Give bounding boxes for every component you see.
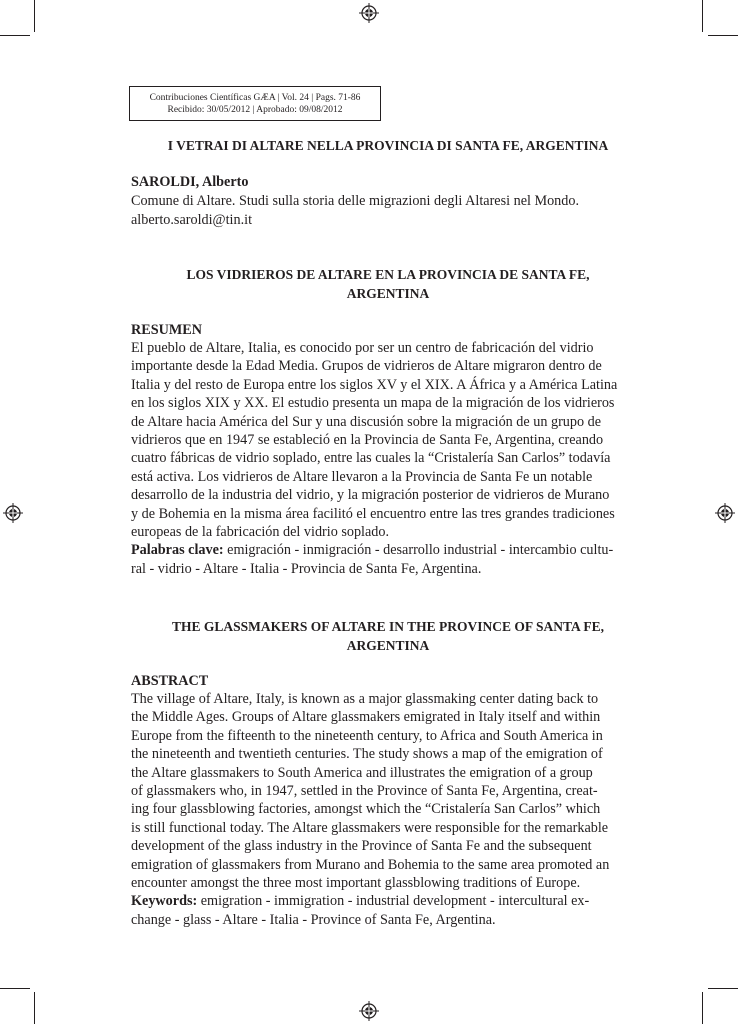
abstract-line: The village of Altare, Italy, is known as a major glassmaking center dating back to xyxy=(131,691,599,707)
paper-title-spanish-line1: LOS VIDRIEROS DE ALTARE EN LA PROVINCIA DE SANTA FE, xyxy=(186,267,590,282)
resumen-line: desarrollo de la industria del vidrio, y la migración posterior de vidrieros de Murano xyxy=(131,487,610,504)
abstract-line: ing four glassblowing factories, amongst which the “Cristalería San Carlos” which xyxy=(131,801,601,818)
crop-mark-top-left-v xyxy=(34,0,35,32)
resumen-line: cuatro fábricas de vidrio soplado, entre las cuales la “Cristalería San Carlos” todavía xyxy=(131,450,611,467)
author-email[interactable]: alberto.saroldi@tin.it xyxy=(131,212,253,228)
resumen-line: de Altare hacia América del Sur y una discusión sobre la migración de un grupo de xyxy=(131,413,602,430)
resumen-heading: RESUMEN xyxy=(131,322,202,338)
journal-reference: Contribuciones Científicas GÆA | Vol. 24 | Pags. 71-86 xyxy=(149,93,361,103)
abstract-line: is still functional today. The Altare glassmakers were responsible for the remarkable xyxy=(131,819,609,836)
registration-mark-icon xyxy=(3,503,23,523)
palabras-clave xyxy=(131,541,645,559)
crop-mark-bottom-right-h xyxy=(708,988,738,989)
resumen-line: Italia y del resto de Europa entre los siglos XV y el XIX. A África y a América Latina xyxy=(131,376,618,393)
paper-title-italian: I VETRAI DI ALTARE NELLA PROVINCIA DI SANTA FE, ARGENTINA xyxy=(167,138,609,153)
registration-mark-icon xyxy=(715,503,735,523)
resumen-line: está activa. Los vidrieros de Altare llevaron a la Provincia de Santa Fe un notable xyxy=(131,468,593,485)
crop-mark-bottom-right-v xyxy=(702,992,703,1024)
abstract-line: the nineteenth and twentieth centuries. The study shows a map of the emigration of xyxy=(131,746,603,763)
abstract-line: Europe from the fifteenth to the nineteenth century, to Africa and South America in xyxy=(131,727,603,744)
abstract-line: emigration of glassmakers from Murano and Bohemia to the same area promoted an xyxy=(131,856,610,873)
keywords-cont: change - glass - Altare - Italia - Province of Santa Fe, Argentina. xyxy=(131,911,496,928)
paper-title-english-line2: ARGENTINA xyxy=(346,638,430,653)
palabras-clave-label: Palabras clave: xyxy=(131,542,224,559)
resumen-line: importante desde la Edad Media. Grupos de vidrieros de Altare migraron dentro de xyxy=(131,358,602,375)
crop-mark-bottom-left-h xyxy=(0,988,30,989)
author-name: SAROLDI, Alberto xyxy=(131,174,249,190)
crop-mark-top-right-h xyxy=(708,35,738,36)
abstract-line: the Altare glassmakers to South America and illustrates the emigration of a group xyxy=(131,764,593,781)
crop-mark-bottom-left-v xyxy=(34,992,35,1024)
crop-mark-top-right-v xyxy=(702,0,703,32)
resumen-line: y de Bohemia en la misma área facilitó el encuentro entre las tres grandes tradiciones xyxy=(131,505,615,522)
abstract-line: of glassmakers who, in 1947, settled in the Province of Santa Fe, Argentina, creat- xyxy=(131,783,598,800)
abstract-line: encounter amongst the three most important glassblowing traditions of Europe. xyxy=(131,875,581,892)
journal-reference-box xyxy=(129,86,381,121)
crop-mark-top-left-h xyxy=(0,35,30,36)
keywords-label: Keywords: xyxy=(131,893,198,910)
abstract-body xyxy=(131,690,645,892)
registration-mark-icon xyxy=(359,1001,379,1021)
paper-title-english-line1: THE GLASSMAKERS OF ALTARE IN THE PROVINCE OF SANTA FE, xyxy=(171,619,605,634)
abstract-heading: ABSTRACT xyxy=(131,673,209,689)
keywords-text: emigration - immigration - industrial development - intercultural ex- xyxy=(197,893,590,910)
resumen-line: El pueblo de Altare, Italia, es conocido por ser un centro de fabricación del vidrio xyxy=(131,340,594,356)
abstract-line: the Middle Ages. Groups of Altare glassmakers emigrated in Italy itself and within xyxy=(131,709,601,726)
author-affiliation: Comune di Altare. Studi sulla storia delle migrazioni degli Altaresi nel Mondo. xyxy=(131,193,580,209)
abstract-line: development of the glass industry in the Province of Santa Fe and the subsequent xyxy=(131,838,592,855)
resumen-line: vidrieros que en 1947 se estableció en la Provincia de Santa Fe, Argentina, creando xyxy=(131,432,604,449)
received-approved-dates: Recibido: 30/05/2012 | Aprobado: 09/08/2012 xyxy=(167,105,343,115)
palabras-clave-cont: ral - vidrio - Altare - Italia - Provincia de Santa Fe, Argentina. xyxy=(131,560,482,577)
paper-title-spanish-line2: ARGENTINA xyxy=(346,286,430,301)
resumen-body xyxy=(131,339,645,541)
resumen-line: europeas de la fabricación del vidrio soplado. xyxy=(131,524,390,541)
keywords xyxy=(131,892,645,910)
resumen-line: en los siglos XIX y XX. El estudio presenta un mapa de la migración de los vidrieros xyxy=(131,395,615,412)
registration-mark-icon xyxy=(359,3,379,23)
palabras-clave-text: emigración - inmigración - desarrollo industrial - intercambio cultu- xyxy=(223,542,614,559)
